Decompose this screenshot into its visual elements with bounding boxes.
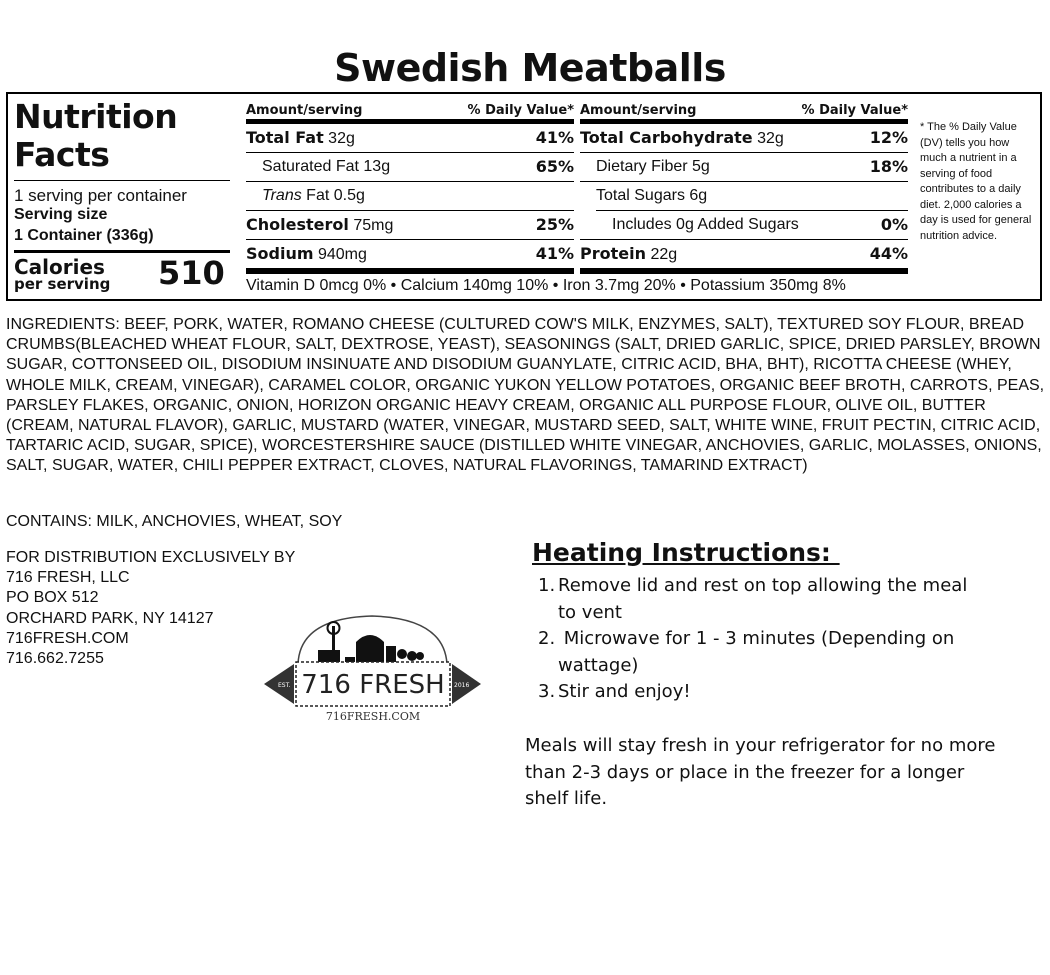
step-text: Remove lid and rest on top allowing the meal to vent xyxy=(558,575,968,623)
heating-step xyxy=(530,679,980,706)
daily-value-note: * The % Daily Value (DV) tells you how much a nutrient in a serving of food contributes to a daily diet. 2,000 calories a day is used for general nutrition advice. xyxy=(920,121,1032,242)
step-number: 1. xyxy=(538,575,556,596)
nutrient-amount: 22g xyxy=(650,246,678,263)
nutrient-amount: 940mg xyxy=(317,246,367,263)
nutrient-row-cholesterol xyxy=(246,211,574,239)
company-name: 716 FRESH, LLC xyxy=(6,569,130,587)
nutrient-amount: 75mg xyxy=(353,217,394,234)
website: 716FRESH.COM xyxy=(6,629,129,647)
dv-header: % Daily Value* xyxy=(467,103,574,118)
distribution-line: FOR DISTRIBUTION EXCLUSIVELY BY xyxy=(6,549,296,566)
step-number: 3. xyxy=(538,681,556,702)
vitamins-line: Vitamin D 0mcg 0% • Calcium 140mg 10% • Iron 3.7mg 20% • Potassium 350mg 8% xyxy=(246,277,846,294)
nutrition-facts-panel xyxy=(6,92,1042,301)
calories-label xyxy=(14,255,111,293)
nutrient-name: Sodium xyxy=(246,244,314,263)
nutrient-row-trans-fat xyxy=(262,182,574,210)
nutrient-dv: 44% xyxy=(869,244,908,263)
heating-steps-list xyxy=(530,573,980,706)
nutrient-name: Cholesterol xyxy=(246,215,349,234)
nutrient-dv: 25% xyxy=(535,215,574,234)
nutrient-amount: 13g xyxy=(363,158,391,175)
nutrient-amount: 5g xyxy=(692,158,710,175)
step-number: 2. xyxy=(538,628,556,649)
nutrient-name: Protein xyxy=(580,244,646,263)
nutrient-row-saturated-fat xyxy=(262,153,574,181)
nutrient-amount: 6g xyxy=(689,187,708,204)
logo-year: 2016 xyxy=(454,682,470,689)
nutrient-row-dietary-fiber xyxy=(596,153,908,181)
heating-step xyxy=(530,573,980,626)
nutrient-name: Trans xyxy=(262,187,302,204)
allergen-statement: CONTAINS: MILK, ANCHOVIES, WHEAT, SOY xyxy=(6,513,343,530)
heading-line-1: Nutrition xyxy=(14,97,178,136)
phone-number: 716.662.7255 xyxy=(6,650,104,668)
calories-value: 510 xyxy=(158,254,225,292)
nutrient-row-total-fat xyxy=(246,124,574,152)
heating-step xyxy=(530,626,980,679)
nutrient-row-protein xyxy=(580,240,908,268)
nutrient-dv: 41% xyxy=(535,244,574,263)
po-box: PO BOX 512 xyxy=(6,589,99,607)
nutrient-row-total-carbohydrate xyxy=(580,124,908,152)
nutrient-row-sodium xyxy=(246,240,574,268)
nutrient-amount: 32g xyxy=(757,130,784,147)
heading-line-2: Facts xyxy=(14,135,110,174)
page-title: Swedish Meatballs xyxy=(334,46,726,90)
thick-rule xyxy=(580,268,908,274)
serving-size-value: 1 Container (336g) xyxy=(14,227,154,244)
logo-text: 716 FRESH xyxy=(301,670,445,700)
nutrient-name: Total Sugars xyxy=(596,187,685,204)
nutrient-name: Total Carbohydrate xyxy=(580,128,753,147)
amount-header: Amount/serving xyxy=(246,103,363,118)
nutrient-dv: 41% xyxy=(535,128,574,147)
calories-sub: per serving xyxy=(14,275,111,293)
nutrient-name: Total Fat xyxy=(246,128,324,147)
distribution-block xyxy=(6,548,295,669)
nutrient-row-total-sugars xyxy=(596,182,908,210)
nutrient-row-added-sugars xyxy=(612,211,908,239)
heating-instructions-title: Heating Instructions: xyxy=(532,538,840,567)
logo-url: 716FRESH.COM xyxy=(325,710,421,723)
amount-header: Amount/serving xyxy=(580,103,697,118)
nutrient-dv: 0% xyxy=(880,215,908,234)
step-text: Stir and enjoy! xyxy=(558,681,691,702)
storage-note: Meals will stay fresh in your refrigerator for no more than 2-3 days or place in the freezer for a longer shelf life. xyxy=(525,735,996,809)
nutrient-name: Includes 0g Added Sugars xyxy=(612,216,799,233)
nutrient-dv: 18% xyxy=(869,157,908,176)
servings-per-container: 1 serving per container xyxy=(14,186,187,205)
logo-est: EST. xyxy=(278,682,291,689)
nutrient-amount: 32g xyxy=(328,130,355,147)
nutrient-amount: Fat 0.5g xyxy=(306,187,365,204)
divider xyxy=(14,180,230,181)
serving-size-label: Serving size xyxy=(14,206,108,223)
step-text: Microwave for 1 - 3 minutes (Depending on wattage) xyxy=(558,628,961,676)
city-state-zip: ORCHARD PARK, NY 14127 xyxy=(6,609,214,627)
thick-rule xyxy=(246,268,574,274)
nutrient-dv: 12% xyxy=(869,128,908,147)
nutrient-name: Saturated Fat xyxy=(262,158,359,175)
716-fresh-logo xyxy=(260,612,485,727)
nutrition-facts-heading xyxy=(14,98,177,174)
calories-label-text: Calories xyxy=(14,255,105,279)
nutrient-dv: 65% xyxy=(535,157,574,176)
dv-header: % Daily Value* xyxy=(801,103,908,118)
divider xyxy=(14,250,230,253)
ingredients-text: INGREDIENTS: BEEF, PORK, WATER, ROMANO CHEESE (CULTURED COW'S MILK, ENZYMES, SALT), TEXTURED SOY FLOUR, BREAD CRUMBS(BLEACHED WHEAT FLOUR, SALT, DEXTROSE, YEAST), SEASONINGS (SALT, DRIED GARLIC, SPICE, DRIED PARSLEY, BROWN SUGAR, COTTONSEED OIL, DISODIUM INSINUATE AND DISODIUM GUANYLATE, CITRIC ACID, BHA, BHT), RICOTTA CHEESE (WHEY, WHOLE MILK, CREAM, VINEGAR), CARAMEL COLOR, ORGANIC YUKON YELLOW POTATOES, ORGANIC BEEF BROTH, CARROTS, PEAS, PARSLEY FLAKES, ORGANIC, ONION, HORIZON ORGANIC HEAVY CREAM, ORGANIC ALL PURPOSE FLOUR, OLIVE OIL, BUTTER (CREAM, NATURAL FLAVOR), GARLIC, MUSTARD (WATER, VINEGAR, MUSTARD SEED, SALT, WHITE WINE, FRUIT PECTIN, CITRIC ACID, TARTARIC ACID, SUGAR, SPICE), WORCESTERSHIRE SAUCE (DISTILLED WHITE VINEGAR, ANCHOVIES, GARLIC, MOLASSES, ONIONS, SALT, SUGAR, WATER, CHILI PEPPER EXTRACT, CLOVES, NATURAL FLAVORINGS, TAMARIND EXTRACT) xyxy=(6,316,1045,475)
nutrient-name: Dietary Fiber xyxy=(596,158,688,175)
